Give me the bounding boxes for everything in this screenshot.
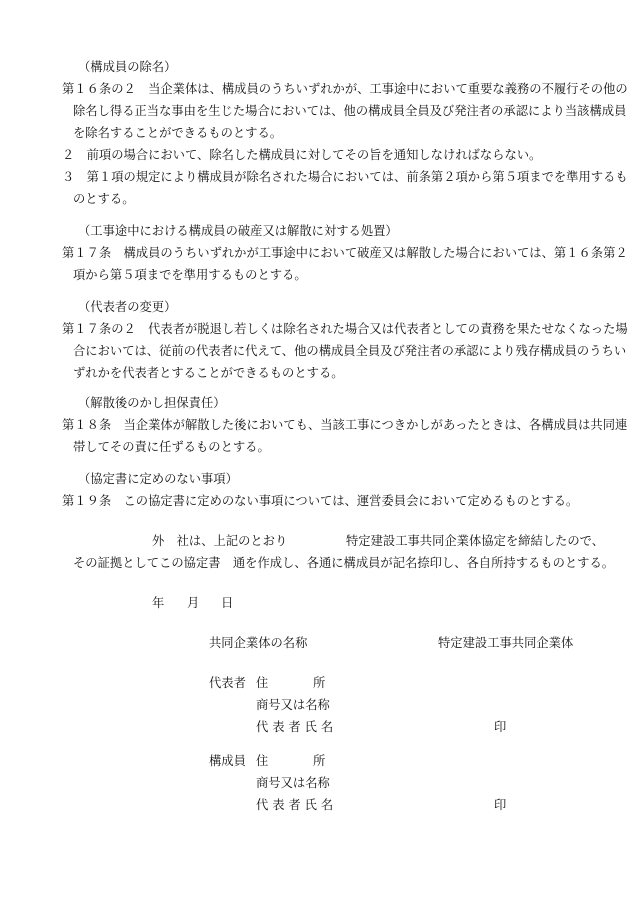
representative-address-label-a: 住 [256, 676, 269, 690]
section-heading-bankruptcy: （工事途中における構成員の破産又は解散に対する処置） [78, 224, 398, 238]
item-3-line-2: のとする。 [73, 192, 135, 206]
closing-line-2: その証拠としてこの協定書 通を作成し、各通に構成員が記名捺印し、各自所持するものとする。 [73, 556, 615, 570]
representative-name-label: 代 表 者 氏 名 [256, 720, 334, 734]
item-2-line-1: ２ 前項の場合において、除名した構成員に対してその旨を通知しなければならない。 [62, 148, 542, 162]
member-address-label-b: 所 [313, 754, 326, 768]
article-16-2-line-2: 除名し得る正当な事由を生じた場合においては、他の構成員全員及び発注者の承認により当該構成員 [73, 104, 627, 118]
closing-line-1b: 特定建設工事共同企業体協定を締結したので、 [346, 534, 604, 548]
section-heading-undefined-matters: （協定書に定めのない事項） [78, 472, 238, 486]
article-17-2-line-3: ずれかを代表者とすることができるものとする。 [73, 366, 344, 380]
article-17-line-2: 項から第５項までを準用するものとする。 [73, 268, 307, 282]
member-role: 構成員 [209, 754, 246, 768]
date-month: 月 [187, 596, 200, 610]
section-heading-expulsion: （構成員の除名） [78, 60, 177, 74]
article-18 [62, 414, 628, 458]
article-17-2-line-1: 第１７条の２ 代表者が脱退し若しくは除名された場合又は代表者としての責務を果たせなくなった場 [62, 322, 628, 336]
date-day: 日 [221, 596, 234, 610]
article-18-line-1: 第１８条 当企業体が解散した後においても、当該工事につきかしがあったときは、各構成員は共同連 [62, 418, 628, 432]
representative-seal-mark: 印 [494, 720, 507, 734]
member-company-label: 商号又は名称 [256, 776, 330, 790]
representative-address-label-b: 所 [313, 676, 326, 690]
article-17-2 [62, 318, 628, 384]
article-16-2-line-1: 第１６条の２ 当企業体は、構成員のうちいずれかが、工事途中において重要な義務の不履行その他の [62, 82, 628, 96]
article-17-line-1: 第１７条 構成員のうちいずれかが工事途中において破産又は解散した場合においては、第１６条第２ [62, 246, 628, 260]
member-seal-mark: 印 [494, 798, 507, 812]
article-18-line-2: 帯してその責に任ずるものとする。 [73, 440, 270, 454]
article-17-2-line-2: 合においては、従前の代表者に代えて、他の構成員全員及び発注者の承認により残存構成員のうちい [73, 344, 627, 358]
jv-name-label: 共同企業体の名称 [209, 636, 308, 650]
item-3-line-1: ３ 第１項の規定により構成員が除名された場合においては、前条第２項から第５項までを準用するも [62, 170, 628, 184]
section-heading-warranty: （解散後のかし担保責任） [78, 396, 226, 410]
article-16-2-item-2 [62, 144, 592, 166]
article-17 [62, 242, 628, 286]
member-address-label-a: 住 [256, 754, 269, 768]
article-16-2-item-3 [62, 166, 628, 210]
section-heading-representative-change: （代表者の変更） [78, 300, 177, 314]
date-year: 年 [152, 596, 165, 610]
representative-role: 代表者 [209, 676, 246, 690]
article-19 [62, 490, 592, 512]
member-name-label: 代 表 者 氏 名 [256, 798, 334, 812]
article-19-line-1: 第１９条 この協定書に定めのない事項については、運営委員会において定めるものとする。 [62, 494, 579, 508]
jv-name-value: 特定建設工事共同企業体 [438, 636, 574, 650]
closing-line-1a: 外 社は、上記のとおり [152, 534, 288, 548]
article-16-2 [62, 78, 628, 144]
representative-company-label: 商号又は名称 [256, 698, 330, 712]
article-16-2-line-3: を除名することができるものとする。 [73, 126, 283, 140]
